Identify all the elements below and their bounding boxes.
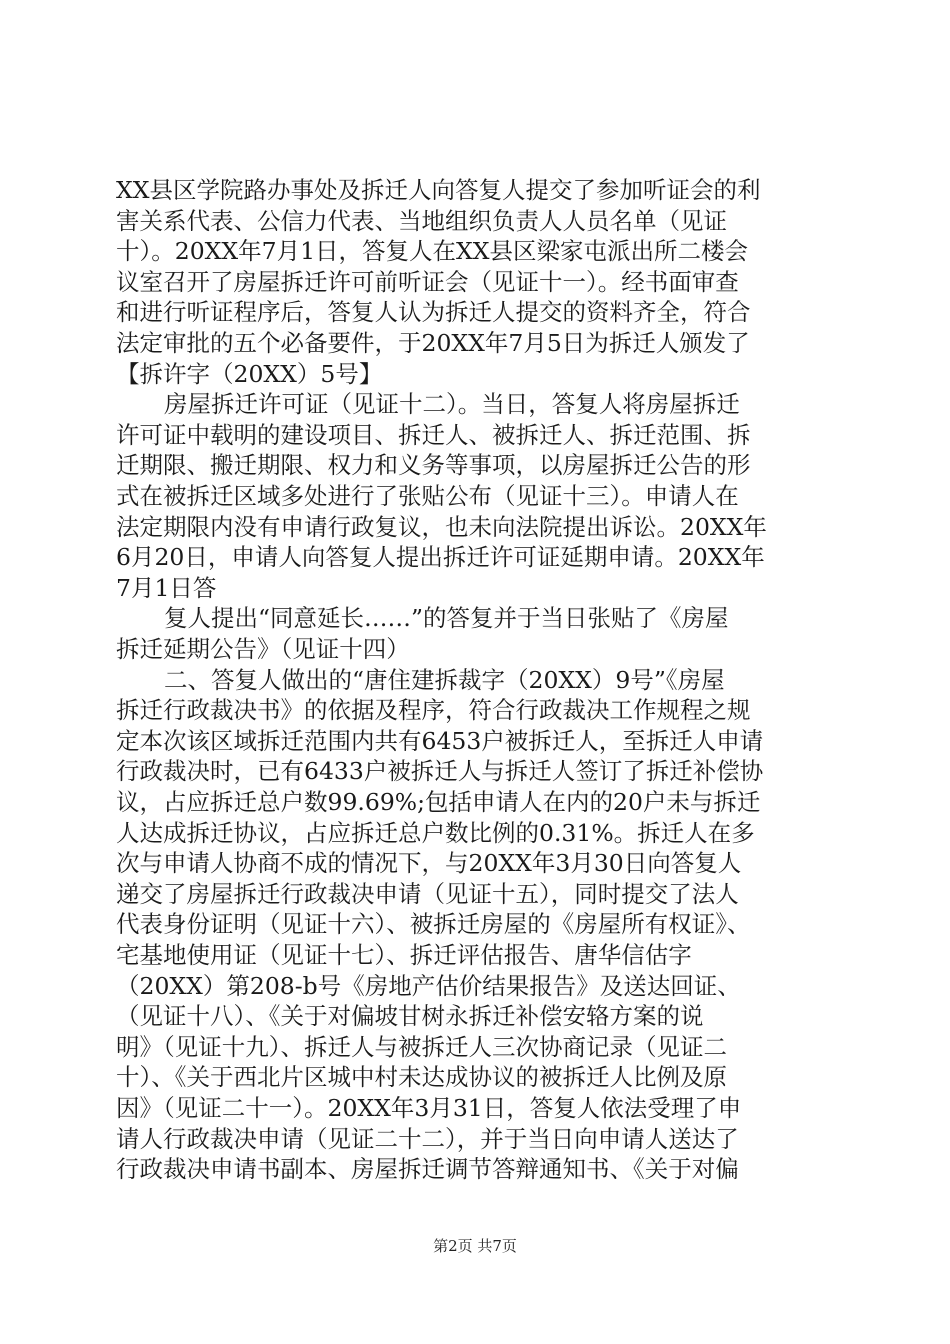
text-line — [0, 571, 950, 605]
line-text: 议，占应拆迁总户数99.69%;包括申请人在内的20户未与拆迁 — [116, 788, 761, 816]
line-text: 法定期限内没有申请行政复议，也未向法院提出诉讼。20XX年 — [116, 512, 767, 541]
text-line — [0, 479, 950, 513]
line-text: 人达成拆迁协议，占应拆迁总户数比例的0.31%。拆迁人在多 — [116, 818, 755, 847]
line-text: 式在被拆迁区域多处进行了张贴公布（见证十三）。申请人在 — [116, 482, 739, 510]
text-line — [0, 877, 950, 911]
line-text: 因》（见证二十一）。20XX年3月31日，答复人依法受理了申 — [116, 1094, 742, 1122]
text-line — [0, 295, 950, 329]
page-footer: 第2页 共7页 — [433, 1237, 517, 1255]
line-text: 和进行听证程序后，答复人认为拆迁人提交的资料齐全，符合 — [116, 298, 751, 327]
text-line — [0, 387, 950, 421]
line-text: 法定审批的五个必备要件，于20XX年7月5日为拆迁人颁发了 — [116, 329, 750, 357]
line-text: （20XX）第208-b号《房地产估价结果报告》及送达回证、 — [116, 971, 741, 1000]
line-text: 拆迁行政裁决书》的依据及程序，符合行政裁决工作规程之规 — [116, 696, 751, 725]
text-line — [0, 907, 950, 941]
text-line — [0, 234, 950, 268]
text-line — [0, 357, 950, 391]
line-text: 定本次该区域拆迁范围内共有6453户被拆迁人，至拆迁人申请 — [116, 726, 764, 755]
text-line — [0, 938, 950, 972]
line-text: 十）、《关于西北片区城中村未达成协议的被拆迁人比例及原 — [116, 1063, 727, 1092]
line-text: 二、答复人做出的“唐住建拆裁字（20XX）9号”《房屋 — [164, 665, 725, 694]
text-line — [0, 326, 950, 360]
text-line — [0, 540, 950, 574]
text-line — [0, 1060, 950, 1094]
text-line — [0, 1091, 950, 1125]
text-line — [0, 969, 950, 1003]
line-text: 宅基地使用证（见证十七）、拆迁评估报告、唐华信估字 — [116, 941, 692, 969]
text-line — [0, 448, 950, 482]
text-line — [0, 204, 950, 238]
text-line — [0, 816, 950, 850]
text-line — [0, 663, 950, 697]
text-line — [0, 1122, 950, 1156]
line-text: 复人提出“同意延长……”的答复并于当日张贴了《房屋 — [164, 604, 729, 633]
text-line — [0, 510, 950, 544]
text-line — [0, 1152, 950, 1186]
text-line — [0, 173, 950, 207]
line-text: 许可证中载明的建设项目、拆迁人、被拆迁人、拆迁范围、拆 — [116, 420, 751, 449]
line-text: （见证十八）、《关于对偏坡甘树永拆迁补偿安辂方案的说 — [116, 1002, 704, 1031]
line-text: 十）。20XX年7月1日，答复人在XX县区梁家屯派出所二楼会 — [116, 237, 748, 266]
text-line — [0, 632, 950, 666]
line-text: 害关系代表、公信力代表、当地组织负责人人员名单（见证 — [116, 206, 727, 235]
line-text: 行政裁决申请书副本、房屋拆迁调节答辩通知书、《关于对偏 — [116, 1155, 739, 1184]
line-text: 6月20日，申请人向答复人提出拆迁许可证延期申请。20XX年 — [116, 543, 765, 572]
text-line — [0, 785, 950, 819]
text-line — [0, 601, 950, 635]
text-line — [0, 693, 950, 727]
text-line — [0, 999, 950, 1033]
line-text: 【拆许字（20XX）5号】 — [116, 359, 383, 388]
line-text: 代表身份证明（见证十六）、被拆迁房屋的《房屋所有权证》、 — [116, 910, 751, 939]
text-line — [0, 1030, 950, 1064]
line-text: 递交了房屋拆迁行政裁决申请（见证十五），同时提交了法人 — [116, 879, 739, 908]
line-text: 议室召开了房屋拆迁许可前听证会（见证十一）。经书面审查 — [116, 267, 739, 296]
line-text: 明》（见证十九）、拆迁人与被拆迁人三次协商记录（见证二 — [116, 1032, 727, 1061]
line-text: 拆迁延期公告》（见证十四） — [116, 635, 410, 663]
text-line — [0, 754, 950, 788]
line-text: 7月1日答 — [116, 573, 217, 602]
line-text: 迁期限、搬迁期限、权力和义务等事项，以房屋拆迁公告的形 — [116, 451, 751, 480]
line-text: 次与申请人协商不成的情况下，与20XX年3月30日向答复人 — [116, 849, 742, 878]
text-line — [0, 846, 950, 880]
line-text: XX县区学院路办事处及拆迁人向答复人提交了参加听证会的利 — [116, 176, 761, 204]
text-line — [0, 418, 950, 452]
line-text: 行政裁决时，已有6433户被拆迁人与拆迁人签订了拆迁补偿协 — [116, 757, 764, 786]
text-line — [0, 724, 950, 758]
line-text: 请人行政裁决申请（见证二十二），并于当日向申请人送达了 — [116, 1124, 739, 1153]
text-line — [0, 265, 950, 299]
line-text: 房屋拆迁许可证（见证十二）。当日，答复人将房屋拆迁 — [164, 390, 740, 419]
